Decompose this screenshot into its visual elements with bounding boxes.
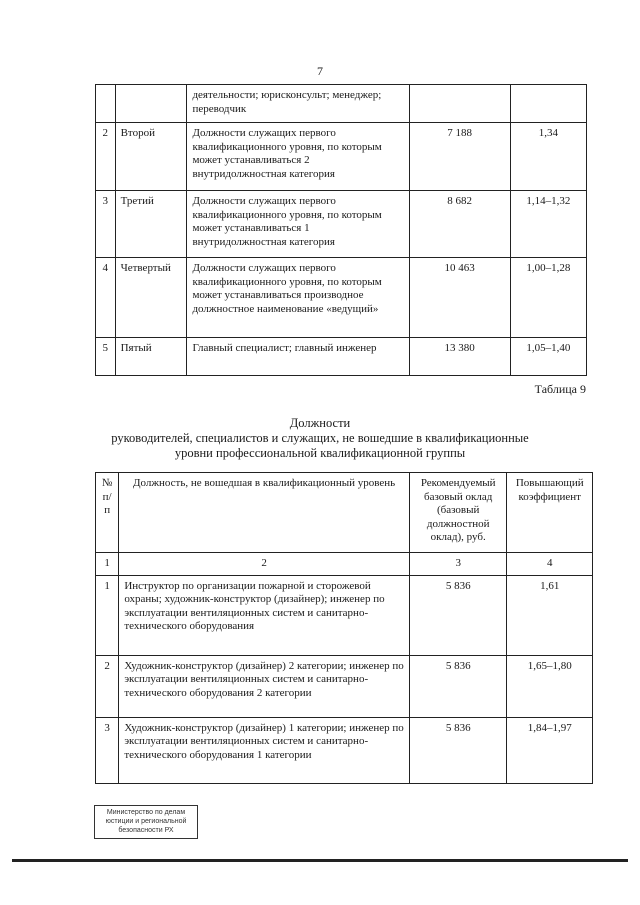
table-row [96, 575, 593, 655]
header-position: Должность, не вошедшая в квалификационный уровень [119, 473, 410, 553]
qualification-level: Четвертый [115, 258, 187, 338]
column-number: 3 [409, 553, 507, 576]
positions-table [95, 472, 593, 784]
coefficient: 1,05–1,40 [510, 338, 586, 376]
stamp-line: безопасности РХ [118, 827, 174, 834]
base-salary: 5 836 [409, 575, 507, 655]
qualification-level: Третий [115, 191, 187, 258]
header-number: № п/п [96, 473, 119, 553]
row-number: 3 [96, 191, 116, 258]
base-salary: 5 836 [409, 717, 507, 783]
bottom-divider [12, 859, 628, 862]
coefficient: 1,61 [507, 575, 593, 655]
row-number: 4 [96, 258, 116, 338]
coefficient: 1,14–1,32 [510, 191, 586, 258]
base-salary [409, 85, 510, 123]
position-description: Главный специалист; главный инженер [187, 338, 409, 376]
position-description: Должности служащих первого квалификационного уровня, по которым может устанавливаться производное должностное наименование «ведущий» [187, 258, 409, 338]
table-row [96, 85, 587, 123]
position-description: Художник-конструктор (дизайнер) 2 категории; инженер по эксплуатации вентиляционных систем и санитарно-технического оборудования 2 категории [119, 655, 410, 717]
base-salary: 5 836 [409, 655, 507, 717]
base-salary: 7 188 [409, 123, 510, 191]
row-number: 5 [96, 338, 116, 376]
stamp-line: юстиции и региональной [105, 818, 187, 825]
qualification-level: Второй [115, 123, 187, 191]
table-label: Таблица 9 [534, 382, 586, 396]
row-number [96, 85, 116, 123]
column-numbers-row [96, 553, 593, 576]
row-number: 3 [96, 717, 119, 783]
table-row [96, 258, 587, 338]
coefficient: 1,84–1,97 [507, 717, 593, 783]
coefficient: 1,34 [510, 123, 586, 191]
base-salary: 8 682 [409, 191, 510, 258]
row-number: 2 [96, 655, 119, 717]
heading-line: уровни профессиональной квалификационной группы [174, 446, 466, 460]
stamp-line: Министерство по делам [106, 809, 186, 816]
page-number: 7 [317, 64, 323, 78]
position-description: Инструктор по организации пожарной и сторожевой охраны; художник-конструктор (дизайнер); инженер по эксплуатации вентиляционных систем и санитарно-технического оборудования [119, 575, 410, 655]
salary-table-continued [95, 84, 587, 376]
table-row [96, 123, 587, 191]
base-salary: 13 380 [409, 338, 510, 376]
column-number: 4 [507, 553, 593, 576]
table-row [96, 655, 593, 717]
position-description: Должности служащих первого квалификационного уровня, по которым может устанавливаться 2 внутридолжностная категория [187, 123, 409, 191]
heading-line: руководителей, специалистов и служащих, не вошедшие в квалификационные [111, 431, 529, 445]
coefficient: 1,65–1,80 [507, 655, 593, 717]
qualification-level: Пятый [115, 338, 187, 376]
table-row [96, 338, 587, 376]
header-row [96, 473, 593, 553]
table-heading [0, 416, 640, 461]
heading-line: Должности [289, 416, 351, 430]
row-number: 2 [96, 123, 116, 191]
column-number: 2 [119, 553, 410, 576]
header-coefficient: Повышающий коэффициент [507, 473, 593, 553]
base-salary: 10 463 [409, 258, 510, 338]
position-description: Должности служащих первого квалификационного уровня, по которым может устанавливаться 1 внутридолжностная категория [187, 191, 409, 258]
position-description: деятельности; юрисконсульт; менеджер; переводчик [187, 85, 409, 123]
header-salary: Рекомендуемый базовый оклад (базовый должностной оклад), руб. [409, 473, 507, 553]
column-number: 1 [96, 553, 119, 576]
position-description: Художник-конструктор (дизайнер) 1 категории; инженер по эксплуатации вентиляционных систем и санитарно-технического оборудования 1 категории [119, 717, 410, 783]
qualification-level [115, 85, 187, 123]
table-row [96, 717, 593, 783]
row-number: 1 [96, 575, 119, 655]
table-row [96, 191, 587, 258]
coefficient [510, 85, 586, 123]
ministry-stamp [94, 805, 198, 839]
coefficient: 1,00–1,28 [510, 258, 586, 338]
